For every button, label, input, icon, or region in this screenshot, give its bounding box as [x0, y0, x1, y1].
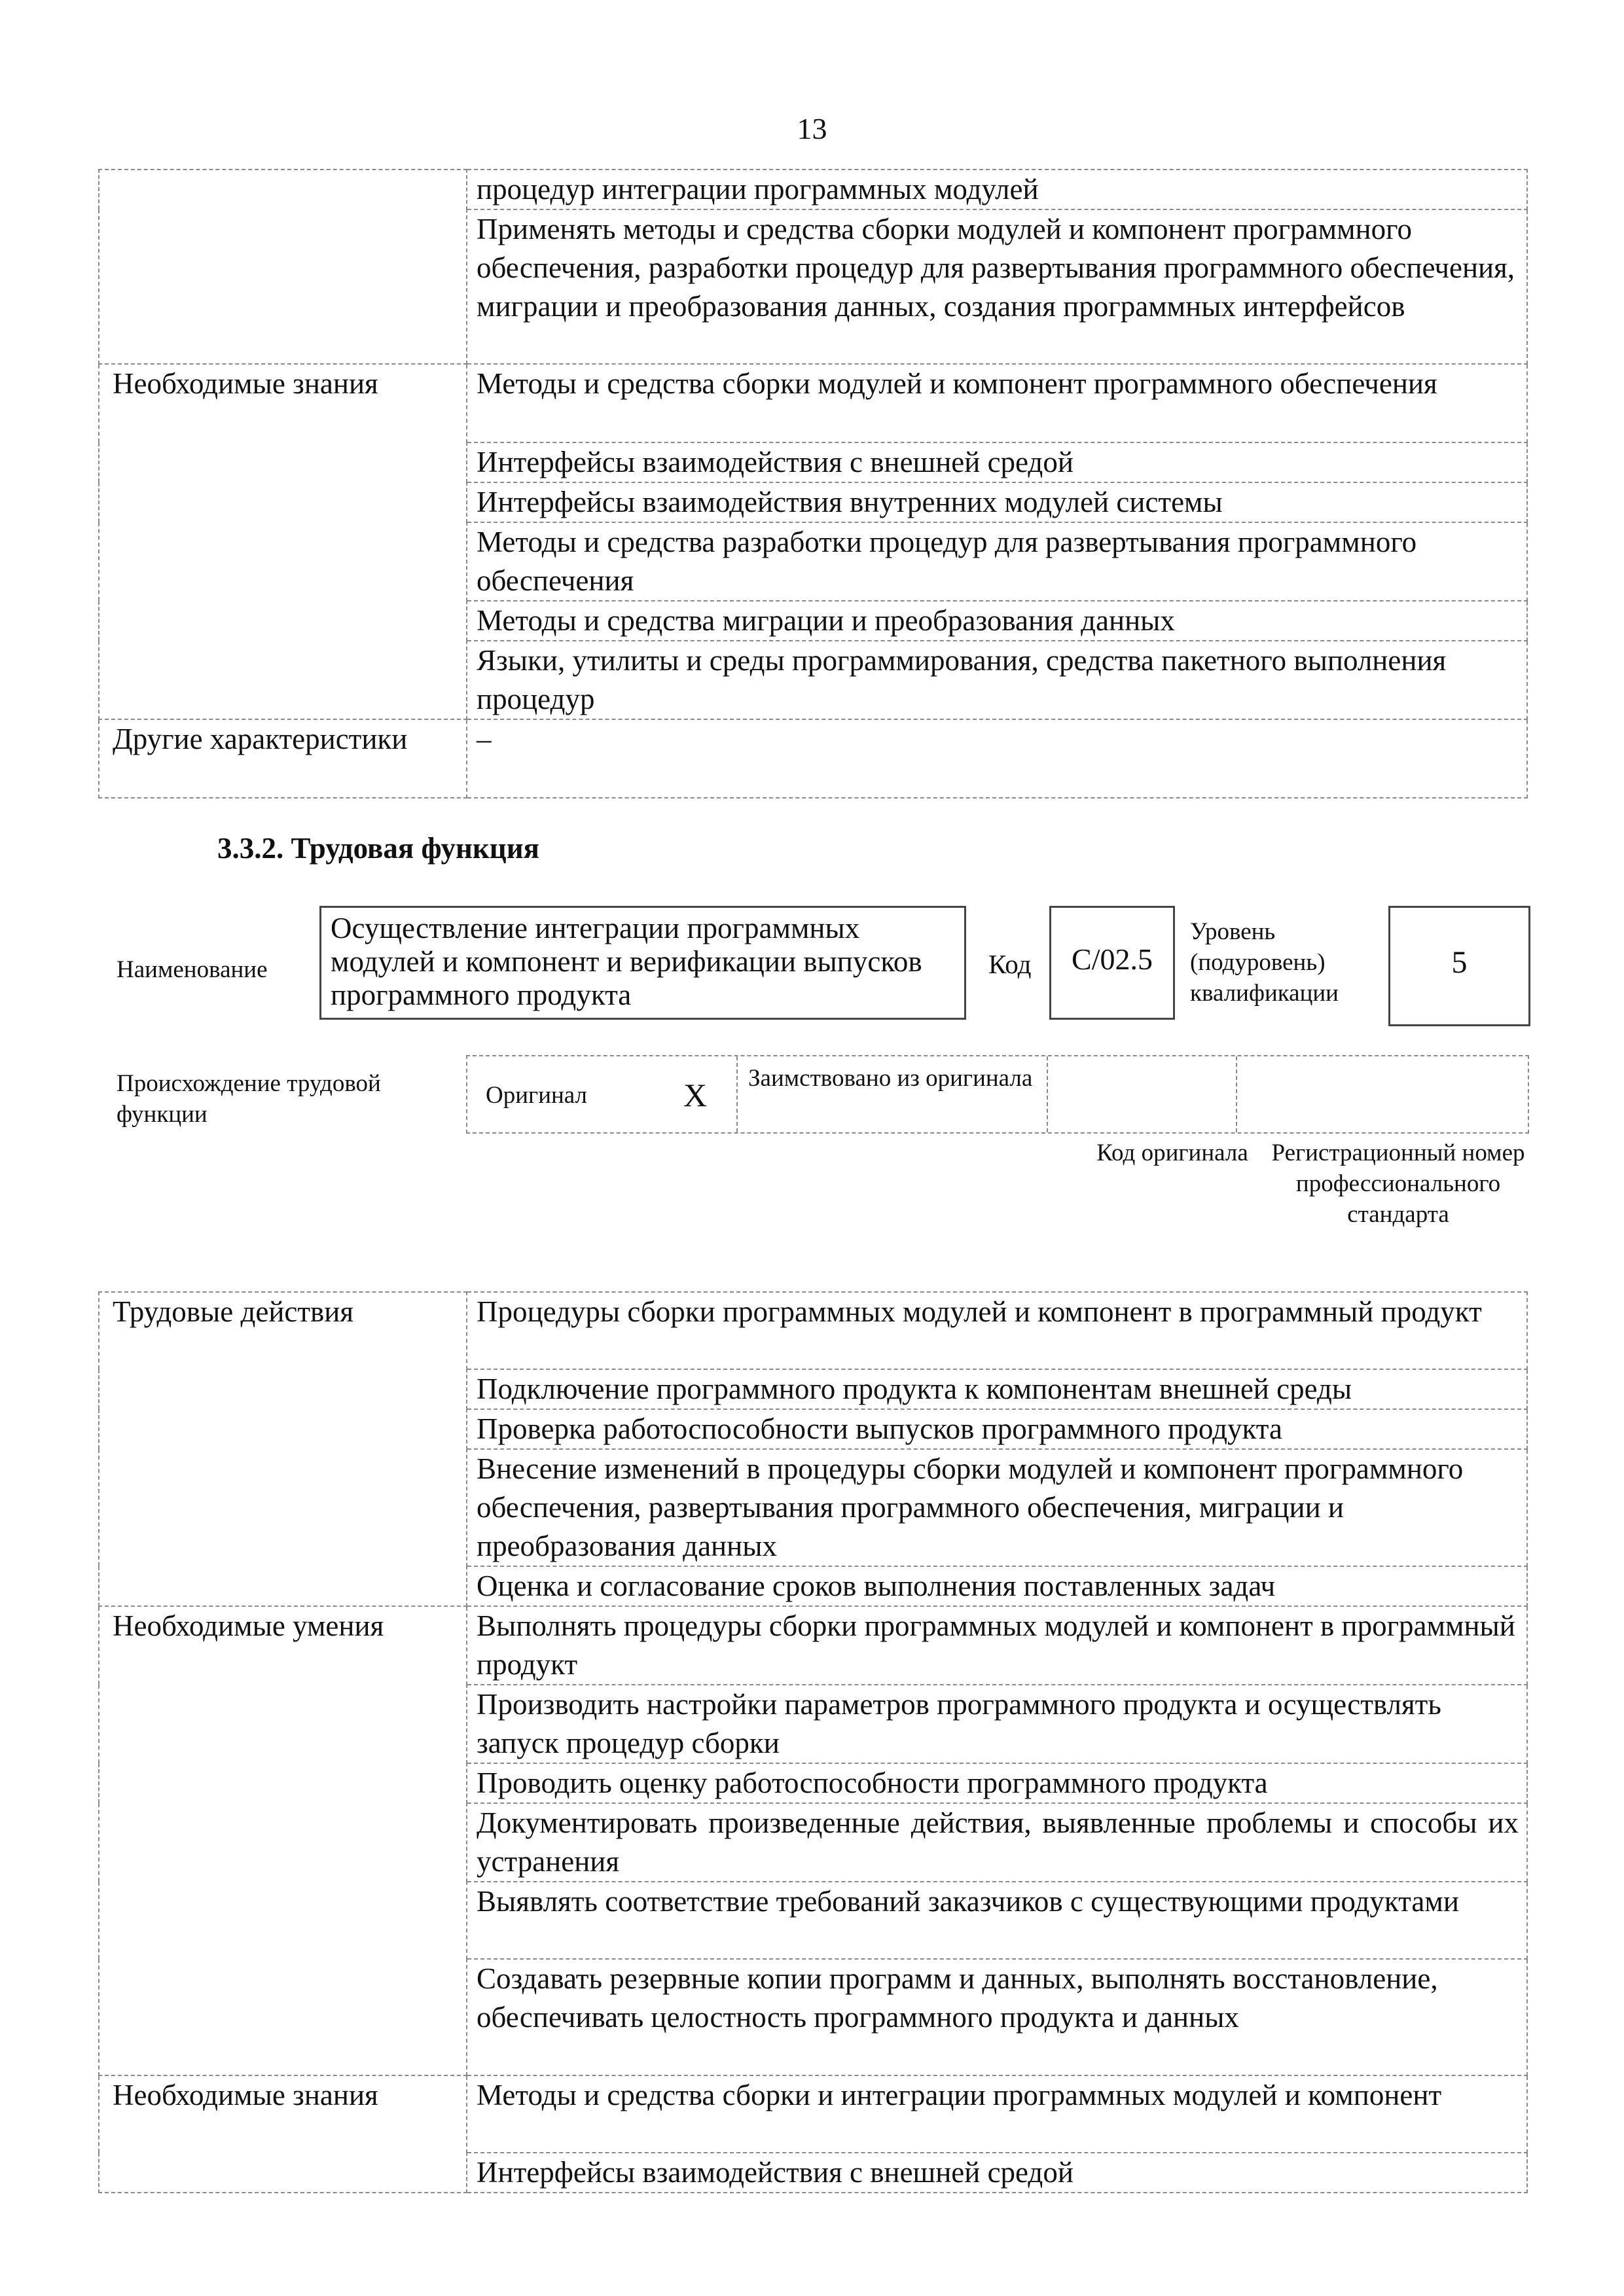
- original-label: Оригинал: [486, 1082, 588, 1109]
- borrowed-cell: [736, 1056, 1048, 1132]
- labor-function-table: [98, 1291, 1528, 2193]
- row-label: [99, 170, 467, 364]
- code-box: [1049, 906, 1175, 1020]
- list-item: Процедуры сборки программных модулей и компонент в программный продукт: [467, 1292, 1527, 1369]
- reg-number-cell: [1237, 1056, 1525, 1132]
- code-label: Код: [988, 949, 1032, 979]
- original-cell: [467, 1056, 736, 1132]
- list-item: Выполнять процедуры сборки программных модулей и компонент в программный продукт: [467, 1606, 1527, 1685]
- name-box: [319, 906, 966, 1020]
- list-item: Подключение программного продукта к компонентам внешней среды: [467, 1369, 1527, 1409]
- table-row: [99, 1606, 1527, 1685]
- original-code-caption: Код оригинала: [1096, 1139, 1248, 1166]
- code-value: С/02.5: [1072, 942, 1153, 976]
- list-item: Методы и средства сборки и интеграции программных модулей и компонент: [467, 2075, 1527, 2153]
- table-row: [99, 1292, 1527, 1369]
- row-label-actions: Трудовые действия: [99, 1292, 467, 1606]
- list-item: процедур интеграции программных модулей: [467, 170, 1527, 209]
- list-item: Внесение изменений в процедуры сборки модулей и компонент программного обеспечения, развертывания программного обеспечения, миграции и преобразования данных: [467, 1449, 1527, 1566]
- list-item: Языки, утилиты и среды программирования, средства пакетного выполнения процедур: [467, 641, 1527, 719]
- origin-label: Происхождение трудовой функции: [117, 1070, 381, 1128]
- list-item: Производить настройки параметров программного продукта и осуществлять запуск процедур сборки: [467, 1685, 1527, 1763]
- row-label-other: Другие характеристики: [99, 719, 467, 798]
- table-row: [99, 364, 1527, 442]
- list-item: –: [467, 719, 1527, 798]
- row-label-knowledge: Необходимые знания: [99, 2075, 467, 2193]
- level-box: [1388, 906, 1530, 1026]
- original-code-cell: [1048, 1056, 1237, 1132]
- list-item: Методы и средства миграции и преобразования данных: [467, 601, 1527, 641]
- table-row: [99, 719, 1527, 798]
- level-label: Уровень (подуровень) квалификации: [1190, 918, 1339, 1007]
- page-number: 13: [797, 112, 827, 145]
- borrowed-label: Заимствовано из оригинала: [748, 1065, 1033, 1092]
- section-heading: 3.3.2. Трудовая функция: [217, 832, 540, 865]
- list-item: Выявлять соответствие требований заказчиков с существующими продуктами: [467, 1882, 1527, 1959]
- list-item: Методы и средства разработки процедур для развертывания программного обеспечения: [467, 522, 1527, 601]
- table-row: [99, 170, 1527, 209]
- original-mark: X: [683, 1077, 708, 1113]
- list-item: Документировать произведенные действия, выявленные проблемы и способы их устранения: [467, 1803, 1527, 1882]
- name-label: Наименование: [117, 956, 268, 983]
- function-name: Осуществление интеграции программных модулей и компонент и верификации выпусков программного продукта: [331, 912, 922, 1011]
- origin-table: [466, 1055, 1529, 1134]
- list-item: Оценка и согласование сроков выполнения поставленных задач: [467, 1566, 1527, 1606]
- competency-table-continued: [98, 169, 1528, 798]
- list-item: Интерфейсы взаимодействия с внешней средой: [467, 442, 1527, 482]
- list-item: Проверка работоспособности выпусков программного продукта: [467, 1409, 1527, 1449]
- list-item: Проводить оценку работоспособности программного продукта: [467, 1763, 1527, 1803]
- row-label-knowledge: Необходимые знания: [99, 364, 467, 719]
- reg-number-caption: Регистрационный номер профессионального стандарта: [1271, 1139, 1525, 1228]
- table-row: [99, 2075, 1527, 2153]
- list-item: Методы и средства сборки модулей и компонент программного обеспечения: [467, 364, 1527, 442]
- list-item: Применять методы и средства сборки модулей и компонент программного обеспечения, разработки процедур для развертывания программного обеспечения, миграции и преобразования данных, создания программных интерфейсов: [467, 209, 1527, 364]
- list-item: Интерфейсы взаимодействия внутренних модулей системы: [467, 482, 1527, 522]
- list-item: Создавать резервные копии программ и данных, выполнять восстановление, обеспечивать целостность программного продукта и данных: [467, 1959, 1527, 2075]
- row-label-skills: Необходимые умения: [99, 1606, 467, 2075]
- list-item: Интерфейсы взаимодействия с внешней средой: [467, 2153, 1527, 2193]
- level-value: 5: [1451, 945, 1468, 980]
